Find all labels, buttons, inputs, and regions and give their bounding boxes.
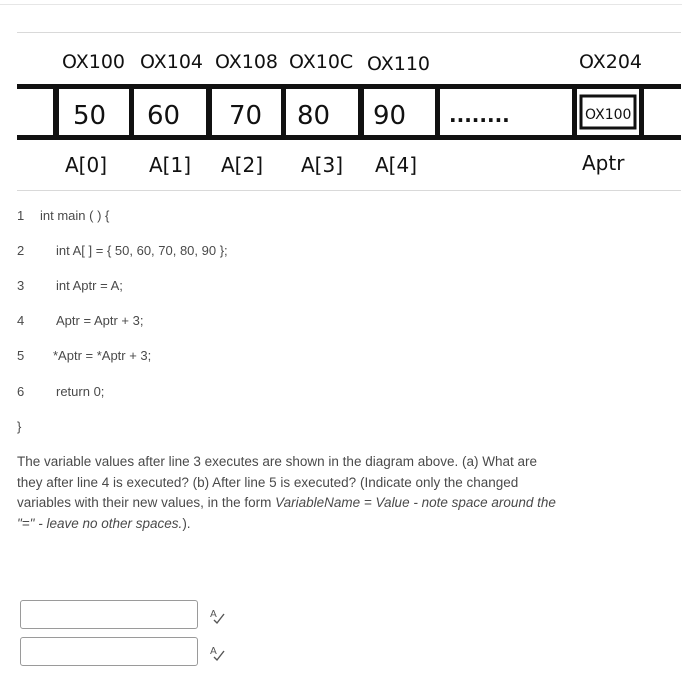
label-2: A[2] [221, 153, 264, 177]
question-part2: ). [182, 515, 191, 531]
memory-bar-top [17, 84, 681, 89]
svg-text:A: A [210, 609, 217, 620]
answer-b-input[interactable] [20, 637, 198, 666]
answer-a-input[interactable] [20, 600, 198, 629]
svg-text:A: A [210, 646, 217, 657]
value-2: 70 [229, 101, 263, 131]
value-0: 50 [73, 101, 107, 131]
line-number: 4 [17, 313, 25, 328]
top-divider [0, 4, 682, 5]
aptr-label: Aptr [582, 151, 625, 175]
code-text: *Aptr = *Aptr + 3; [53, 348, 152, 363]
line-number: 3 [17, 278, 25, 293]
line-number: 5 [17, 348, 25, 363]
code-text: Aptr = Aptr + 3; [56, 313, 144, 328]
figure-top-border [17, 32, 681, 33]
address-1: OX104 [140, 51, 204, 73]
line-number: 6 [17, 384, 25, 399]
aptr-value: OX100 [585, 107, 632, 123]
address-3: OX10C [289, 51, 354, 73]
label-0: A[0] [65, 153, 108, 177]
label-1: A[1] [149, 153, 192, 177]
memory-bar-bottom [17, 135, 681, 140]
code-text: return 0; [56, 384, 105, 399]
address-0: OX100 [62, 51, 126, 73]
address-4: OX110 [367, 53, 431, 75]
spellcheck-icon[interactable] [208, 607, 226, 625]
code-text: int main ( ) { [40, 208, 110, 223]
line-number: 1 [17, 208, 25, 223]
memory-diagram-svg [17, 32, 681, 192]
code-text: int A[ ] = { 50, 60, 70, 80, 90 }; [56, 243, 228, 258]
value-1: 60 [147, 101, 181, 131]
label-4: A[4] [375, 153, 418, 177]
value-3: 80 [297, 101, 331, 131]
aptr-address: OX204 [579, 51, 643, 73]
code-text: int Aptr = A; [56, 278, 123, 293]
label-3: A[3] [301, 153, 344, 177]
question-part1: The variable values after line 3 executes are shown in the diagram above. (a) What are they after line 4 is executed? (b) After line 5 is executed? (Indicate only the changed variables with their new values, in the form [17, 454, 538, 510]
ellipsis: ........ [449, 103, 510, 127]
value-4: 90 [373, 101, 407, 131]
spellcheck-icon[interactable] [208, 644, 226, 662]
memory-diagram [17, 32, 681, 192]
question-text [17, 452, 557, 534]
question-italic: VariableName = Value - note space around the "=" - leave no other spaces. [17, 495, 556, 531]
line-number: 2 [17, 243, 25, 258]
code-text: } [17, 419, 22, 434]
address-2: OX108 [215, 51, 279, 73]
cell-dividers [53, 84, 644, 140]
figure-bottom-border [17, 190, 681, 191]
